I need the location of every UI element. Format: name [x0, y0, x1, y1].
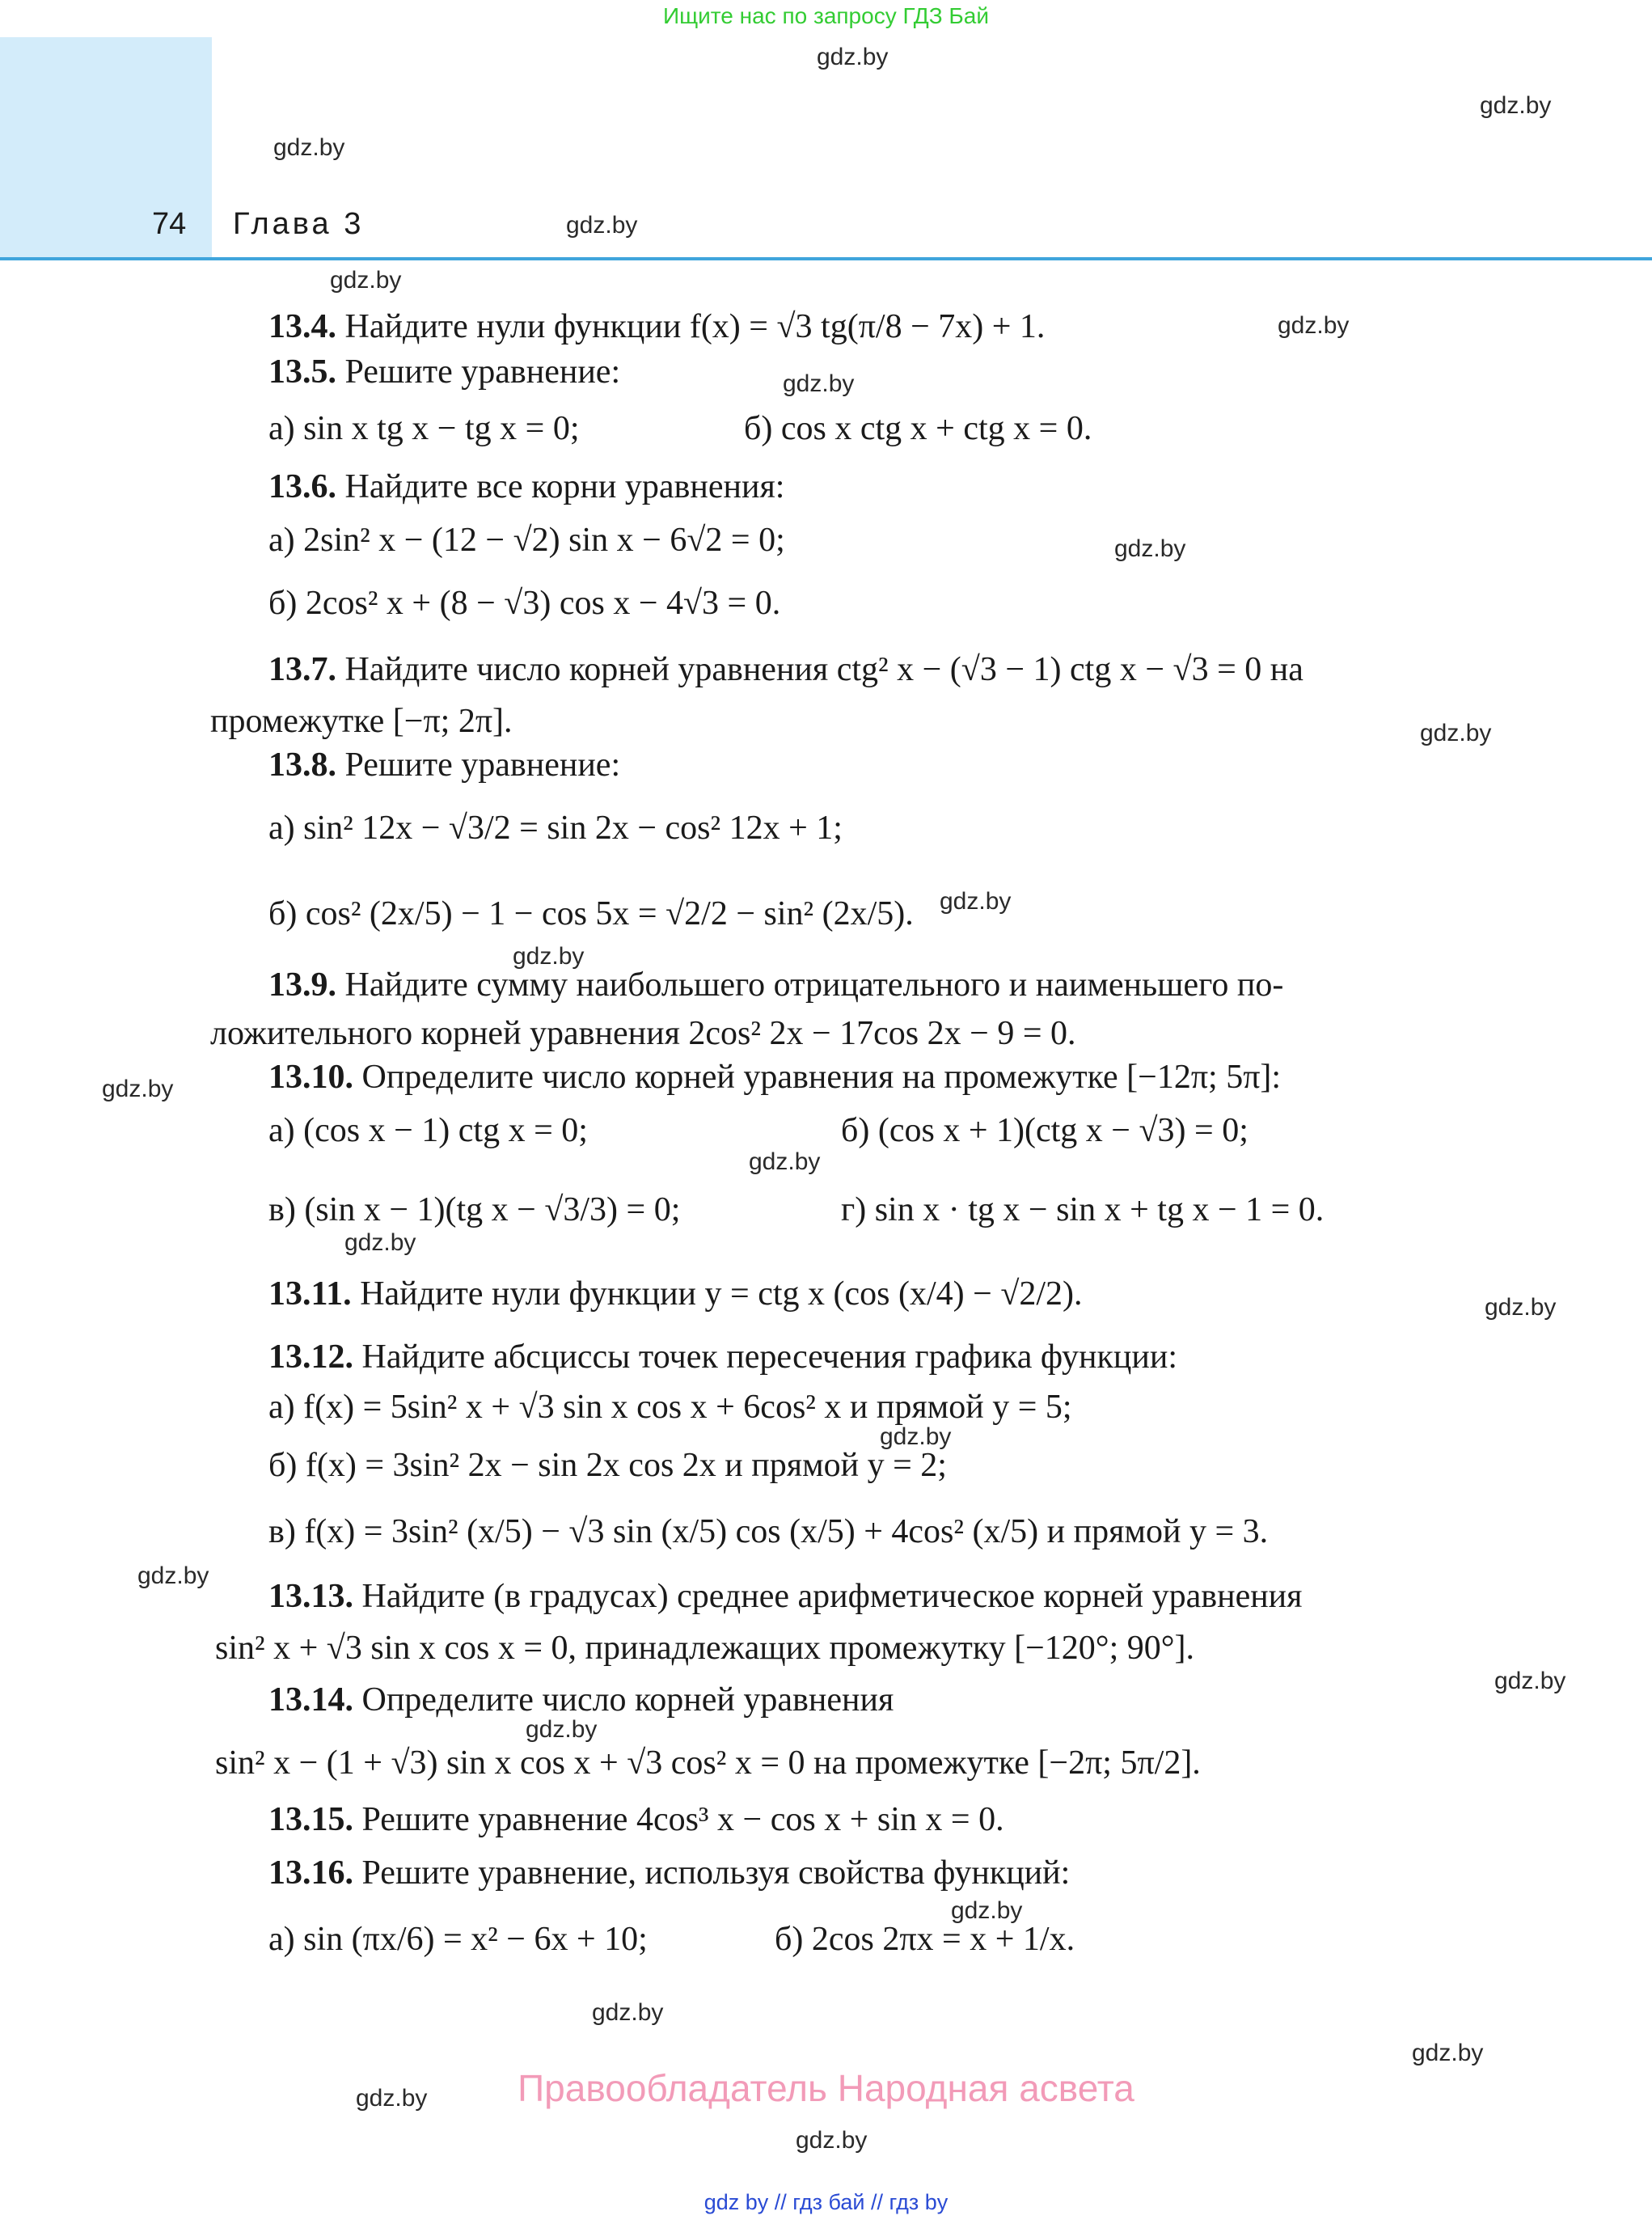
text-line	[268, 1512, 1268, 1551]
part-g: г) sin x · tg x − sin x + tg x − 1 = 0.	[841, 1191, 1325, 1228]
exercise-number: 13.8.	[268, 746, 336, 784]
text-line	[268, 1446, 947, 1485]
text-line	[268, 1681, 894, 1719]
exercise-number: 13.5.	[268, 353, 336, 391]
exercise-text: Решите уравнение:	[336, 353, 621, 391]
watermark: gdz.by	[1480, 92, 1552, 119]
exercise-text: Определите число корней уравнения на промежутке [−12π; 5π]:	[353, 1059, 1282, 1096]
part-a: а) sin x tg x − tg x = 0;	[268, 410, 580, 447]
part-v: в) (sin x − 1)(tg x − √3/3) = 0;	[268, 1191, 681, 1228]
text-line	[268, 521, 785, 560]
watermark: gdz.by	[880, 1423, 952, 1450]
exercise-text: Найдите число корней уравнения ctg² x − (√3 − 1) ctg x − √3 = 0 на	[336, 651, 1303, 688]
watermark: gdz.by	[273, 134, 345, 161]
exercise-text: ложительного корней уравнения 2cos² 2x − 17cos 2x − 9 = 0.	[210, 1015, 1076, 1052]
text-line	[268, 467, 784, 506]
part-a: а) sin (πx/6) = x² − 6x + 10;	[268, 1921, 648, 1958]
exercise-text: Найдите нули функции f(x) = √3 tg(π/8 − 7x) + 1.	[336, 308, 1046, 345]
exercise-text: Найдите сумму наибольшего отрицательного и наименьшего по-	[336, 966, 1284, 1004]
exercise-text: Определите число корней уравнения	[353, 1681, 894, 1719]
text-line	[268, 1111, 588, 1150]
text-line	[268, 1577, 1302, 1616]
watermark: gdz.by	[1412, 2040, 1484, 2066]
watermark: gdz.by	[513, 943, 585, 970]
text-line	[268, 1388, 1072, 1427]
exercise-number: 13.6.	[268, 468, 336, 505]
exercise-text: Решите уравнение:	[336, 746, 621, 784]
exercise-text: Найдите (в градусах) среднее арифметическое корней уравнения	[353, 1578, 1303, 1615]
exercise-number: 13.9.	[268, 966, 336, 1004]
text-line	[215, 1629, 1194, 1668]
watermark: gdz.by	[783, 370, 855, 397]
text-line	[268, 1275, 1083, 1313]
exercise-text: промежутке [−π; 2π].	[210, 703, 513, 740]
watermark: gdz.by	[1278, 312, 1350, 339]
watermark: gdz.by	[1485, 1294, 1557, 1321]
exercise-number: 13.10.	[268, 1059, 353, 1096]
exercise-text: sin² x − (1 + √3) sin x cos x + √3 cos² x = 0 на промежутке [−2π; 5π/2].	[215, 1744, 1201, 1782]
copyright-notice: Правообладатель Народная асвета	[518, 2067, 1134, 2109]
text-line	[215, 1744, 1201, 1782]
watermark: gdz.by	[344, 1229, 416, 1256]
exercise-text: Найдите нули функции y = ctg x (cos (x/4) − √2/2).	[351, 1275, 1083, 1313]
bottom-links[interactable]: gdz by // гдз бай // гдз by	[703, 2190, 949, 2214]
text-line	[775, 1920, 1075, 1959]
header-rule	[0, 257, 1652, 260]
text-line	[744, 409, 1092, 448]
chapter-title: Глава 3	[233, 207, 365, 241]
watermark: gdz.by	[137, 1562, 209, 1589]
text-line	[210, 1014, 1076, 1053]
watermark: gdz.by	[102, 1076, 174, 1102]
part-b: б) cos x ctg x + ctg x = 0.	[744, 410, 1092, 447]
part-a: а) (cos x − 1) ctg x = 0;	[268, 1112, 588, 1149]
top-banner[interactable]: Ищите нас по запросу ГДЗ Бай	[662, 3, 990, 28]
exercise-text: Решите уравнение, используя свойства функций:	[353, 1854, 1071, 1892]
part-b: б) 2cos 2πx = x + 1/x.	[775, 1921, 1075, 1958]
exercise-text: Найдите абсциссы точек пересечения графика функции:	[353, 1338, 1177, 1376]
text-line	[210, 702, 513, 741]
watermark: gdz.by	[330, 267, 402, 294]
watermark: gdz.by	[1114, 535, 1186, 562]
watermark: gdz.by	[566, 212, 638, 239]
watermark: gdz.by	[356, 2085, 428, 2112]
watermark: gdz.by	[1420, 720, 1492, 746]
exercise-number: 13.13.	[268, 1578, 353, 1615]
text-line	[268, 1190, 680, 1229]
part-v: в) f(x) = 3sin² (x/5) − √3 sin (x/5) cos (x/5) + 4cos² (x/5) и прямой y = 3.	[268, 1513, 1269, 1550]
text-line	[268, 409, 580, 448]
watermark: gdz.by	[749, 1148, 821, 1175]
exercise-number: 13.16.	[268, 1854, 353, 1892]
watermark: gdz.by	[940, 888, 1012, 915]
exercise-text: Решите уравнение 4cos³ x − cos x + sin x = 0.	[353, 1801, 1004, 1838]
part-b: б) cos² (2x/5) − 1 − cos 5x = √2/2 − sin² (2x/5).	[268, 895, 914, 932]
text-line	[268, 353, 620, 391]
exercise-number: 13.14.	[268, 1681, 353, 1719]
exercise-number: 13.12.	[268, 1338, 353, 1376]
text-line	[268, 1338, 1177, 1376]
exercise-number: 13.11.	[268, 1275, 352, 1313]
text-line	[268, 966, 1283, 1004]
text-line	[268, 1854, 1070, 1892]
watermark: gdz.by	[796, 2127, 868, 2154]
exercise-number: 13.15.	[268, 1801, 353, 1838]
text-line	[268, 809, 843, 848]
page-number: 74	[152, 207, 187, 241]
part-a: а) sin² 12x − √3/2 = sin 2x − cos² 12x + 1;	[268, 810, 843, 847]
text-line	[841, 1190, 1324, 1229]
text-line	[268, 746, 620, 784]
text-line	[268, 1800, 1004, 1839]
part-b: б) (cos x + 1)(ctg x − √3) = 0;	[841, 1112, 1249, 1149]
exercise-number: 13.4.	[268, 308, 336, 345]
watermark: gdz.by	[592, 1999, 664, 2026]
part-b: б) f(x) = 3sin² 2x − sin 2x cos 2x и прямой y = 2;	[268, 1447, 947, 1484]
part-a: а) f(x) = 5sin² x + √3 sin x cos x + 6cos² x и прямой y = 5;	[268, 1389, 1072, 1426]
text-line	[268, 894, 914, 933]
part-b: б) 2cos² x + (8 − √3) cos x − 4√3 = 0.	[268, 585, 781, 622]
text-line	[268, 1920, 648, 1959]
exercise-number: 13.7.	[268, 651, 336, 688]
watermark: gdz.by	[1494, 1668, 1566, 1694]
exercise-text: Найдите все корни уравнения:	[336, 468, 785, 505]
text-line	[268, 1058, 1281, 1097]
part-a: а) 2sin² x − (12 − √2) sin x − 6√2 = 0;	[268, 522, 785, 559]
text-line	[268, 307, 1045, 346]
watermark: gdz.by	[951, 1897, 1023, 1924]
text-line	[268, 650, 1303, 689]
watermark: gdz.by	[817, 44, 889, 70]
exercise-text: sin² x + √3 sin x cos x = 0, принадлежащих промежутку [−120°; 90°].	[215, 1630, 1195, 1667]
watermark: gdz.by	[526, 1716, 598, 1743]
text-line	[841, 1111, 1249, 1150]
text-line	[268, 584, 780, 623]
